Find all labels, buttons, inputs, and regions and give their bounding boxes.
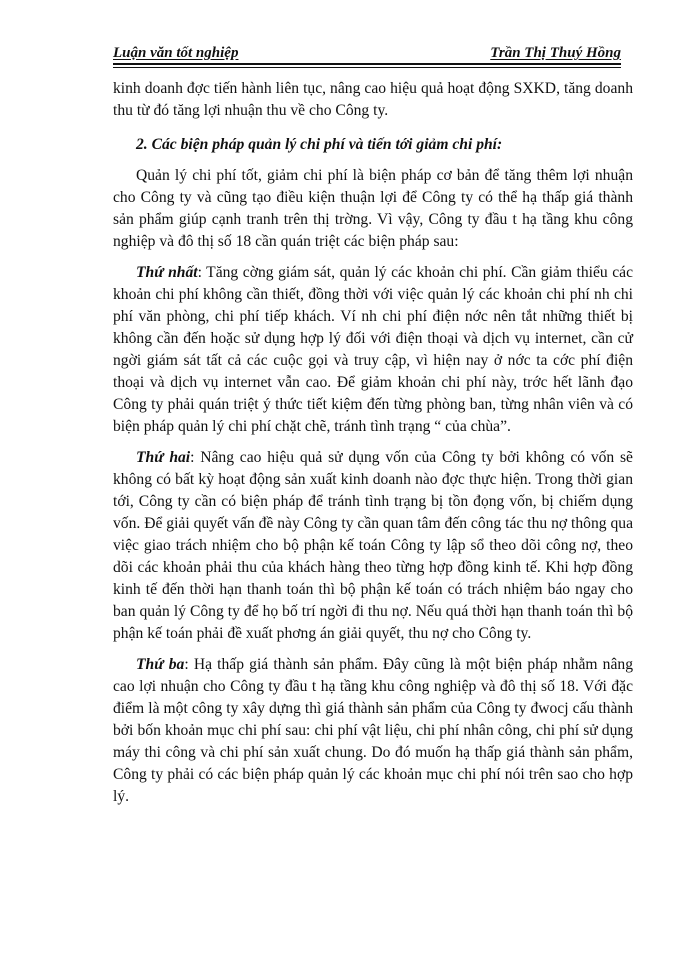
paragraph-second-text: : Nâng cao hiệu quả sử dụng vốn của Công ty bởi không có vốn sẽ không có bất kỳ hoạt động sản xuất kinh doanh nào đợc thực hiện. Trong thời gian tới, Công ty cần có biện pháp để tránh tình trạng bị tồn đọng vốn, bị chiếm dụng vốn. Để giải quyết vấn đề này Công ty cần quan tâm đến công tác thu nợ thông qua việc giao trách nhiệm cho bộ phận kế toán Công ty lập sổ theo dõi công nợ, theo dõi các khoản phải thu của khách hàng theo từng hợp đồng kinh tế. Khi hợp đồng kinh tế đến thời hạn thanh toán thì bộ phận kế toán có trách nhiệm báo ngay cho ban quản lý Công ty để họ bố trí ngời đi thu nợ. Nếu quá thời hạn thanh toán thì bộ phận kế toán phải đề xuất phơng án giải quyết, thu nợ cho Công ty. xyxy=(113,449,633,642)
header-left: Luận văn tốt nghiệp xyxy=(113,45,239,61)
paragraph-third-text: : Hạ thấp giá thành sản phẩm. Đây cũng là một biện pháp nhằm nâng cao lợi nhuận cho Công ty đầu t hạ tầng khu công nghiệp và đô thị số 18. Với đặc điểm là một công ty xây dựng thì giá thành sản phẩm của Công ty đwocj cấu thành bởi bốn khoản mục chi phí sau: chi phí vật liệu, chi phí nhân công, chi phí sử dụng máy thi công và chi phí sản xuất chung. Do đó muốn hạ thấp giá thành sản phẩm, Công ty phải có các biện pháp quản lý các khoản mục chi phí nói trên sao cho hợp lý. xyxy=(113,656,633,805)
paragraph-third xyxy=(113,654,633,808)
document-body xyxy=(113,78,633,808)
paragraph-first-lead: Thứ nhất xyxy=(136,264,198,281)
paragraph-intro xyxy=(113,165,633,253)
paragraph-first-text: : Tăng cờng giám sát, quản lý các khoản chi phí. Cần giảm thiểu các khoản chi phí không cần thiết, đồng thời với việc quản lý các khoản chi phí nh chi phí văn phòng, chi phí tiếp khách. Ví nh chi phí điện nớc nên tắt những thiết bị không cần đến hoặc sử dụng hợp lý đối với điện thoại và dịch vụ internet, cần cử ngời giám sát tất cả các cuộc gọi và truy cập, vì hiện nay ở nớc ta cớc phí điện thoại và dịch vụ internet vẫn cao. Để giảm khoản chi phí này, trớc hết lãnh đạo Công ty phải quán triệt ý thức tiết kiệm đến từng phòng ban, từng nhân viên và có biện pháp quản lý chi phí chặt chẽ, tránh tình trạng “ của chùa”. xyxy=(113,264,633,435)
paragraph-third-lead: Thứ ba xyxy=(136,656,185,673)
section-heading: 2. Các biện pháp quản lý chi phí và tiến tới giảm chi phí: xyxy=(136,136,503,153)
paragraph-second xyxy=(113,447,633,645)
paragraph-first xyxy=(113,262,633,438)
header-right: Trần Thị Thuý Hồng xyxy=(490,45,621,61)
running-header xyxy=(113,40,621,62)
paragraph-continuation: kinh doanh đợc tiến hành liên tục, nâng cao hiệu quả hoạt động SXKD, tăng doanh thu từ đó tăng lợi nhuận thu về cho Công ty. xyxy=(113,80,633,119)
paragraph-intro-text: Quản lý chi phí tốt, giảm chi phí là biện pháp cơ bản để tăng thêm lợi nhuận cho Công ty và cũng tạo điều kiện thuận lợi để Công ty có thể hạ thấp giá thành sản phẩm giúp cạnh tranh trên thị trờng. Vì vậy, Công ty đầu t hạ tầng khu công nghiệp và đô thị số 18 cần quán triệt các biện pháp sau: xyxy=(113,167,633,250)
header-rule-thick xyxy=(113,63,621,65)
paragraph-second-lead: Thứ hai xyxy=(136,449,191,466)
header-rule-thin xyxy=(113,67,621,68)
